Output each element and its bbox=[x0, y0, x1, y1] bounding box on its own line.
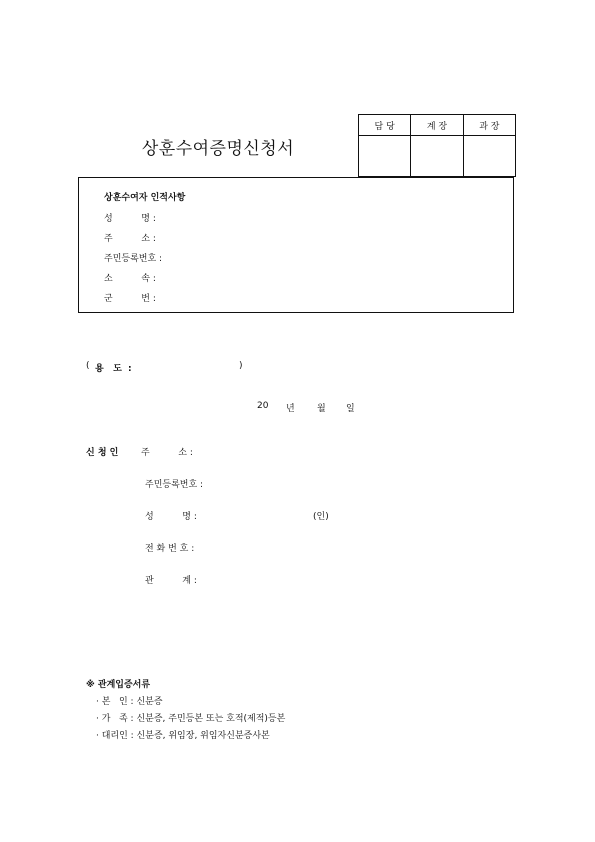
approval-sign-chief[interactable] bbox=[411, 136, 463, 177]
approval-table bbox=[358, 114, 516, 177]
recipient-affiliation-field[interactable]: 소 속 : bbox=[104, 274, 156, 284]
recipient-service-number-field[interactable]: 군 번 : bbox=[104, 294, 156, 304]
approval-header-staff: 담 당 bbox=[359, 115, 411, 136]
recipient-section-heading: 상훈수여자 인적사항 bbox=[104, 193, 186, 203]
date-century[interactable]: 20 bbox=[257, 401, 269, 411]
purpose-label: 용 도 : bbox=[95, 364, 132, 374]
purpose-close-paren: ) bbox=[239, 361, 243, 371]
recipient-name-field[interactable]: 성 명 : bbox=[104, 214, 156, 224]
applicant-seal-mark: (인) bbox=[313, 512, 329, 522]
approval-sign-manager[interactable] bbox=[463, 136, 515, 177]
date-month-label: 월 bbox=[317, 404, 326, 414]
approval-header-manager: 과 장 bbox=[463, 115, 515, 136]
documents-item-proxy: · 대리인 : 신분증, 위임장, 위임자신분증사본 bbox=[96, 731, 270, 741]
purpose-open-paren: ( bbox=[86, 361, 90, 371]
documents-item-self: · 본 인 : 신분증 bbox=[96, 697, 163, 707]
recipient-id-number-field[interactable]: 주민등록번호 : bbox=[104, 254, 163, 264]
date-year-label: 년 bbox=[286, 404, 295, 414]
applicant-address-field[interactable]: 주 소 : bbox=[141, 448, 193, 458]
applicant-heading: 신 청 인 bbox=[86, 448, 119, 458]
approval-header-chief: 계 장 bbox=[411, 115, 463, 136]
documents-item-family: · 가 족 : 신분증, 주민등본 또는 호적(제적)등본 bbox=[96, 714, 286, 724]
purpose-input[interactable] bbox=[150, 358, 235, 372]
date-day-label: 일 bbox=[346, 404, 355, 414]
applicant-relation-field[interactable]: 관 계 : bbox=[145, 576, 197, 586]
form-title: 상훈수여증명신청서 bbox=[141, 139, 295, 159]
recipient-address-field[interactable]: 주 소 : bbox=[104, 234, 156, 244]
approval-sign-staff[interactable] bbox=[359, 136, 411, 177]
applicant-phone-field[interactable]: 전 화 번 호 : bbox=[145, 544, 195, 554]
documents-heading: ※ 관계입증서류 bbox=[86, 680, 151, 690]
applicant-id-number-field[interactable]: 주민등록번호 : bbox=[145, 480, 204, 490]
applicant-name-field[interactable]: 성 명 : bbox=[145, 512, 197, 522]
